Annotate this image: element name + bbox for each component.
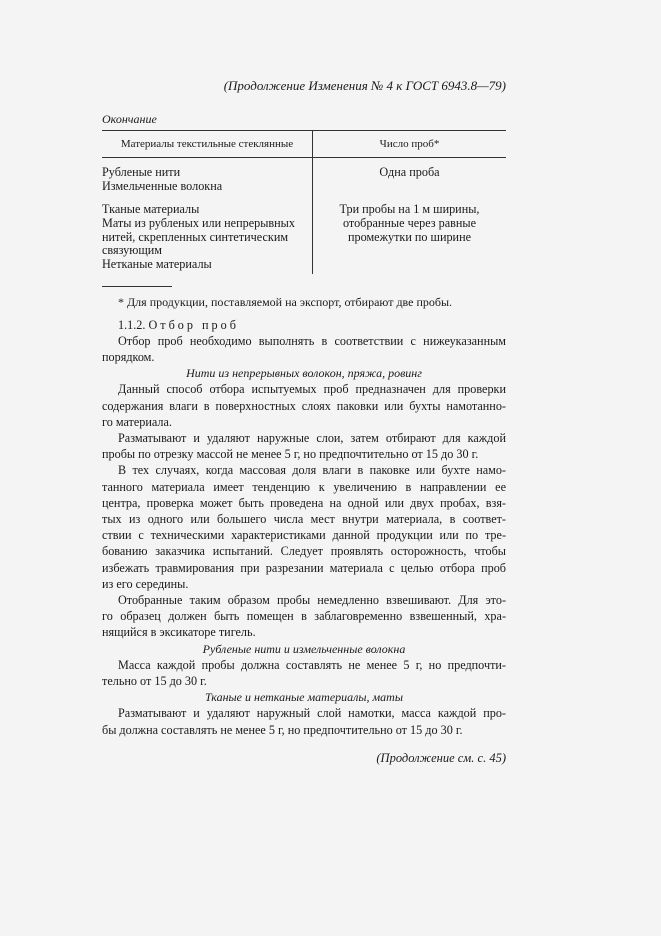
text-line: Данный способ отбора испытуемых проб предназначен для проверки [118, 382, 506, 397]
cell-line: Маты из рубленых или непрерывных [102, 216, 295, 230]
table-continuation-label: Окончание [102, 112, 157, 127]
footnote: * Для продукции, поставляемой на экспорт, отбирают две пробы. [118, 295, 453, 310]
paragraph [102, 657, 506, 689]
text-line: го образец должен быть помещен в заблаговременно взвешенный, хра- [102, 609, 506, 624]
text-line: избежать травмирования при разрезании материала с целью отбора проб [102, 560, 506, 575]
samples-cell [313, 198, 507, 274]
cell-line: Нетканые материалы [102, 256, 212, 271]
text-line: Отбор проб необходимо выполнять в соответствии с нижеуказанным [118, 333, 506, 348]
samples-cell [313, 158, 507, 199]
text-line: Разматывают и удаляют наружный слой намотки, масса каждой про- [118, 706, 506, 721]
cell-line: связующим [102, 243, 162, 258]
paragraph [102, 381, 506, 430]
section-intro [102, 333, 506, 365]
table-header-materials: Материалы текстильные стеклянные [102, 131, 313, 158]
text-line: го материала. [102, 414, 172, 429]
text-line: В тех случаях, когда массовая доля влаги в паковке или бухте намо- [118, 463, 506, 478]
materials-cell [102, 198, 313, 274]
cell-line: Рубленые нити [102, 165, 181, 180]
text-line: пробы по отрезку массой не менее 5 г, но предпочтительно от 15 до 30 г. [102, 447, 479, 462]
text-line: тых из одного или большего числа мест внутри материала, в соответ- [102, 512, 506, 527]
paragraph [102, 430, 506, 462]
text-line: порядком. [102, 349, 155, 364]
text-line: тельно от 15 до 30 г. [102, 674, 207, 689]
paragraph [102, 705, 506, 737]
text-line: ствии с техническими характеристиками данной продукции или по тре- [102, 528, 506, 543]
text-line: Масса каждой пробы должна составлять не менее 5 г, но предпочти- [118, 657, 506, 672]
subheading-filaments: Нити из непрерывных волокон, пряжа, ровинг [186, 366, 422, 381]
paragraph [102, 462, 506, 592]
footnote-divider [102, 286, 172, 287]
table-row [102, 158, 506, 199]
samples-table [102, 130, 506, 274]
materials-cell [102, 158, 313, 199]
cell-line: промежутки по ширине [347, 229, 472, 244]
subheading-chopped: Рубленые нити и измельченные волокна [202, 641, 406, 656]
text-line: нящийся в эксикаторе тигель. [102, 625, 256, 640]
cell-line: Тканые материалы [102, 202, 200, 217]
section-heading [102, 317, 506, 333]
section-number: 1.1.2. [118, 317, 146, 332]
cell-line: Измельченные волокна [102, 179, 223, 193]
cell-line: нитей, скрепленных синтетическим [102, 229, 289, 244]
text-line: содержания влаги в поверхностных слоях паковки или бухты намотанно- [102, 398, 506, 413]
text-line: Отобранные таким образом пробы немедленно взвешивают. Для это- [118, 593, 506, 608]
text-line: бованию заказчика испытаний. Следует проявлять осторожность, чтобы [102, 544, 506, 559]
cell-line: Одна проба [379, 165, 440, 180]
section-title: Отбор проб [148, 317, 239, 332]
text-line: танного материала имеет тенденцию к увеличению в направлении ее [102, 479, 506, 494]
text-line: Разматывают и удаляют наружные слои, затем отбирают для каждой [118, 431, 506, 445]
page-content [102, 78, 506, 766]
table-header-samples: Число проб* [313, 131, 507, 158]
paragraph [102, 592, 506, 641]
text-line: из его середины. [102, 576, 189, 591]
subheading-fabrics: Тканые и нетканые материалы, маты [205, 690, 403, 705]
text-line: центра, проверка может быть проведена на одной или двух пробах, взя- [102, 495, 506, 510]
table-header-row [102, 131, 506, 158]
text-line: бы должна составлять не менее 5 г, но предпочтительно от 15 до 30 г. [102, 722, 463, 737]
table-row [102, 198, 506, 274]
continuation-note: (Продолжение см. с. 45) [376, 750, 506, 765]
cell-line: отобранные через равные [342, 216, 476, 230]
page-header: (Продолжение Изменения № 4 к ГОСТ 6943.8—79) [223, 78, 506, 93]
cell-line: Три пробы на 1 м ширины, [339, 202, 480, 217]
